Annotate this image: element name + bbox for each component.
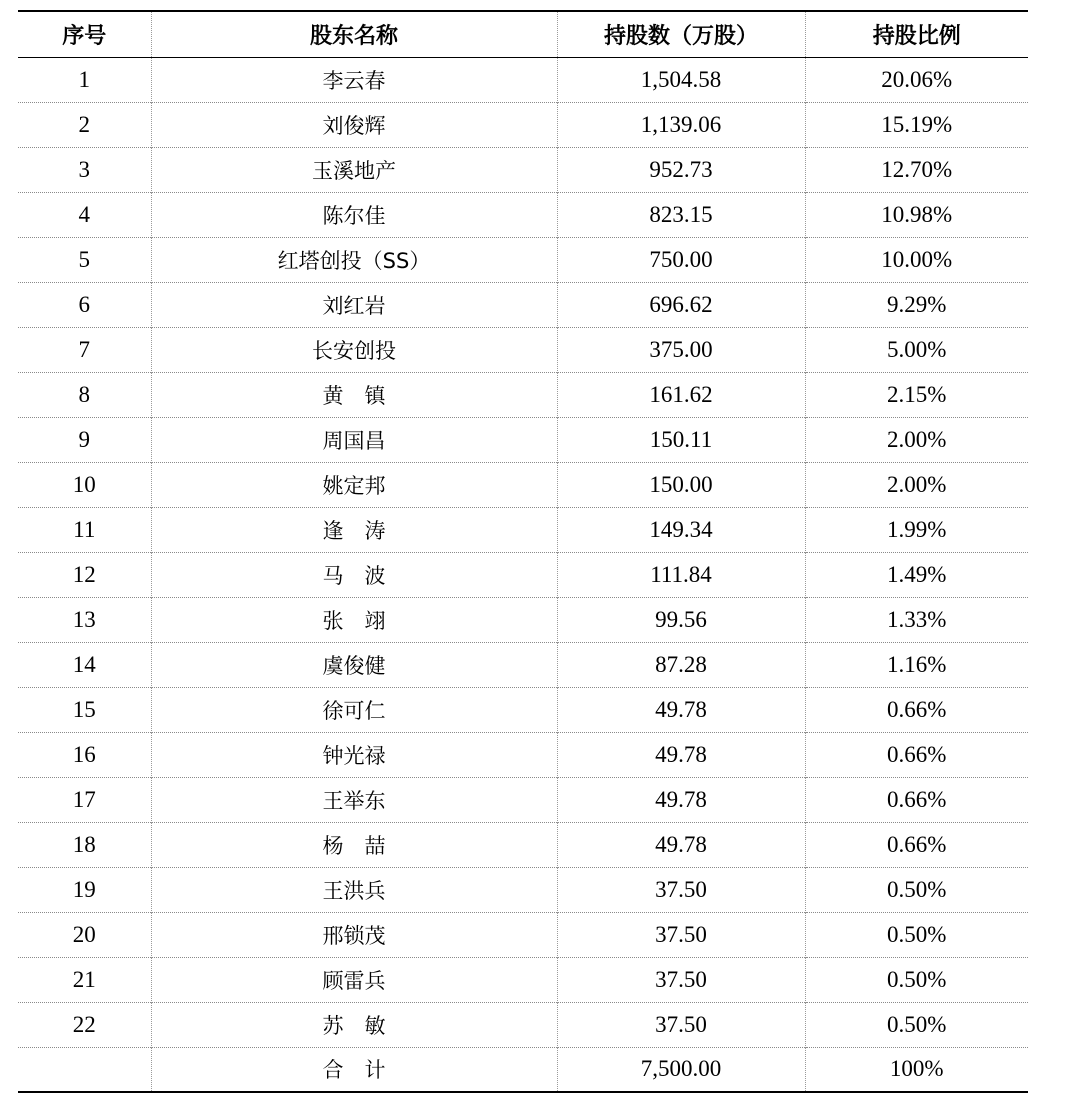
row-ratio: 0.66% (805, 777, 1028, 822)
row-shareholder-name: 逢 涛 (151, 507, 557, 552)
table-row (18, 462, 1028, 507)
row-ratio: 0.50% (805, 957, 1028, 1002)
row-ratio: 10.00% (805, 237, 1028, 282)
row-ratio: 0.66% (805, 822, 1028, 867)
table-row (18, 732, 1028, 777)
row-index: 20 (72, 921, 96, 947)
row-index: 6 (78, 291, 90, 317)
row-ratio: 20.06% (805, 57, 1028, 102)
row-shareholder-name: 杨 喆 (151, 822, 557, 867)
table-row (18, 282, 1028, 327)
row-ratio: 1.33% (805, 597, 1028, 642)
shareholder-table (18, 10, 1028, 1093)
total-index-empty (18, 1047, 151, 1092)
row-index: 2 (78, 111, 90, 137)
row-ratio: 0.66% (805, 687, 1028, 732)
row-ratio: 2.00% (805, 462, 1028, 507)
row-index: 4 (78, 201, 90, 227)
row-shareholder-name: 陈尔佳 (151, 192, 557, 237)
row-shares: 1,139.06 (557, 102, 805, 147)
row-index: 3 (78, 156, 90, 182)
row-shares: 750.00 (557, 237, 805, 282)
row-shareholder-name: 邢锁茂 (151, 912, 557, 957)
row-ratio: 2.15% (805, 372, 1028, 417)
row-shares: 696.62 (557, 282, 805, 327)
total-shares: 7,500.00 (557, 1047, 805, 1092)
table-row (18, 102, 1028, 147)
row-index: 15 (72, 696, 96, 722)
row-shares: 87.28 (557, 642, 805, 687)
row-ratio: 2.00% (805, 417, 1028, 462)
row-shareholder-name: 黄 镇 (151, 372, 557, 417)
row-index: 17 (72, 786, 96, 812)
row-shares: 49.78 (557, 687, 805, 732)
row-shareholder-name: 马 波 (151, 552, 557, 597)
header-name: 股东名称 (151, 11, 557, 57)
row-index: 1 (78, 66, 90, 92)
row-ratio: 5.00% (805, 327, 1028, 372)
row-shareholder-name: 徐可仁 (151, 687, 557, 732)
row-index: 19 (72, 876, 96, 902)
row-index: 11 (73, 516, 96, 542)
row-shareholder-name: 苏 敏 (151, 1002, 557, 1047)
row-shares: 150.11 (557, 417, 805, 462)
row-index: 7 (78, 336, 90, 362)
table-row (18, 1002, 1028, 1047)
row-shares: 1,504.58 (557, 57, 805, 102)
row-shares: 37.50 (557, 1002, 805, 1047)
row-ratio: 1.99% (805, 507, 1028, 552)
table-row (18, 867, 1028, 912)
row-shares: 952.73 (557, 147, 805, 192)
row-ratio: 12.70% (805, 147, 1028, 192)
row-shares: 161.62 (557, 372, 805, 417)
row-index: 18 (72, 831, 96, 857)
row-shareholder-name: 李云春 (151, 57, 557, 102)
row-shareholder-name: 红塔创投（SS） (151, 237, 557, 282)
row-shares: 99.56 (557, 597, 805, 642)
row-shareholder-name: 顾雷兵 (151, 957, 557, 1002)
row-index: 16 (72, 741, 96, 767)
row-index: 13 (72, 606, 96, 632)
row-ratio: 1.49% (805, 552, 1028, 597)
table-row (18, 687, 1028, 732)
header-shares: 持股数（万股） (557, 11, 805, 57)
shareholder-table-container (18, 10, 1028, 1093)
table-row (18, 192, 1028, 237)
row-index: 22 (72, 1011, 96, 1037)
row-shares: 111.84 (557, 552, 805, 597)
row-shareholder-name: 虞俊健 (151, 642, 557, 687)
row-shares: 49.78 (557, 777, 805, 822)
row-shares: 823.15 (557, 192, 805, 237)
header-row (18, 11, 1028, 57)
header-index: 序号 (62, 23, 107, 49)
row-ratio: 1.16% (805, 642, 1028, 687)
table-row (18, 57, 1028, 102)
row-ratio: 10.98% (805, 192, 1028, 237)
row-index: 9 (78, 426, 90, 452)
total-ratio: 100% (805, 1047, 1028, 1092)
row-shares: 49.78 (557, 822, 805, 867)
table-row (18, 822, 1028, 867)
row-shares: 49.78 (557, 732, 805, 777)
total-label: 合 计 (151, 1047, 557, 1092)
row-ratio: 0.66% (805, 732, 1028, 777)
table-row (18, 147, 1028, 192)
table-row (18, 552, 1028, 597)
row-index: 21 (72, 966, 96, 992)
row-ratio: 9.29% (805, 282, 1028, 327)
total-row (18, 1047, 1028, 1092)
table-header (18, 11, 1028, 57)
row-shareholder-name: 玉溪地产 (151, 147, 557, 192)
table-row (18, 237, 1028, 282)
table-row (18, 642, 1028, 687)
table-row (18, 372, 1028, 417)
row-ratio: 0.50% (805, 912, 1028, 957)
row-shares: 37.50 (557, 867, 805, 912)
table-body (18, 57, 1028, 1092)
table-row (18, 957, 1028, 1002)
row-shareholder-name: 王洪兵 (151, 867, 557, 912)
row-shareholder-name: 张 翊 (151, 597, 557, 642)
row-shareholder-name: 刘红岩 (151, 282, 557, 327)
table-row (18, 507, 1028, 552)
row-shareholder-name: 姚定邦 (151, 462, 557, 507)
row-index: 14 (72, 651, 96, 677)
row-index: 10 (72, 471, 96, 497)
table-row (18, 327, 1028, 372)
table-row (18, 777, 1028, 822)
table-row (18, 912, 1028, 957)
row-shareholder-name: 王举东 (151, 777, 557, 822)
row-shareholder-name: 长安创投 (151, 327, 557, 372)
header-ratio: 持股比例 (805, 11, 1028, 57)
row-index: 8 (78, 381, 90, 407)
row-ratio: 0.50% (805, 867, 1028, 912)
row-index: 12 (72, 561, 96, 587)
row-index: 5 (78, 246, 90, 272)
row-shares: 37.50 (557, 957, 805, 1002)
row-ratio: 0.50% (805, 1002, 1028, 1047)
row-ratio: 15.19% (805, 102, 1028, 147)
row-shareholder-name: 刘俊辉 (151, 102, 557, 147)
row-shareholder-name: 周国昌 (151, 417, 557, 462)
table-row (18, 417, 1028, 462)
row-shares: 149.34 (557, 507, 805, 552)
table-row (18, 597, 1028, 642)
row-shareholder-name: 钟光禄 (151, 732, 557, 777)
row-shares: 375.00 (557, 327, 805, 372)
row-shares: 150.00 (557, 462, 805, 507)
row-shares: 37.50 (557, 912, 805, 957)
